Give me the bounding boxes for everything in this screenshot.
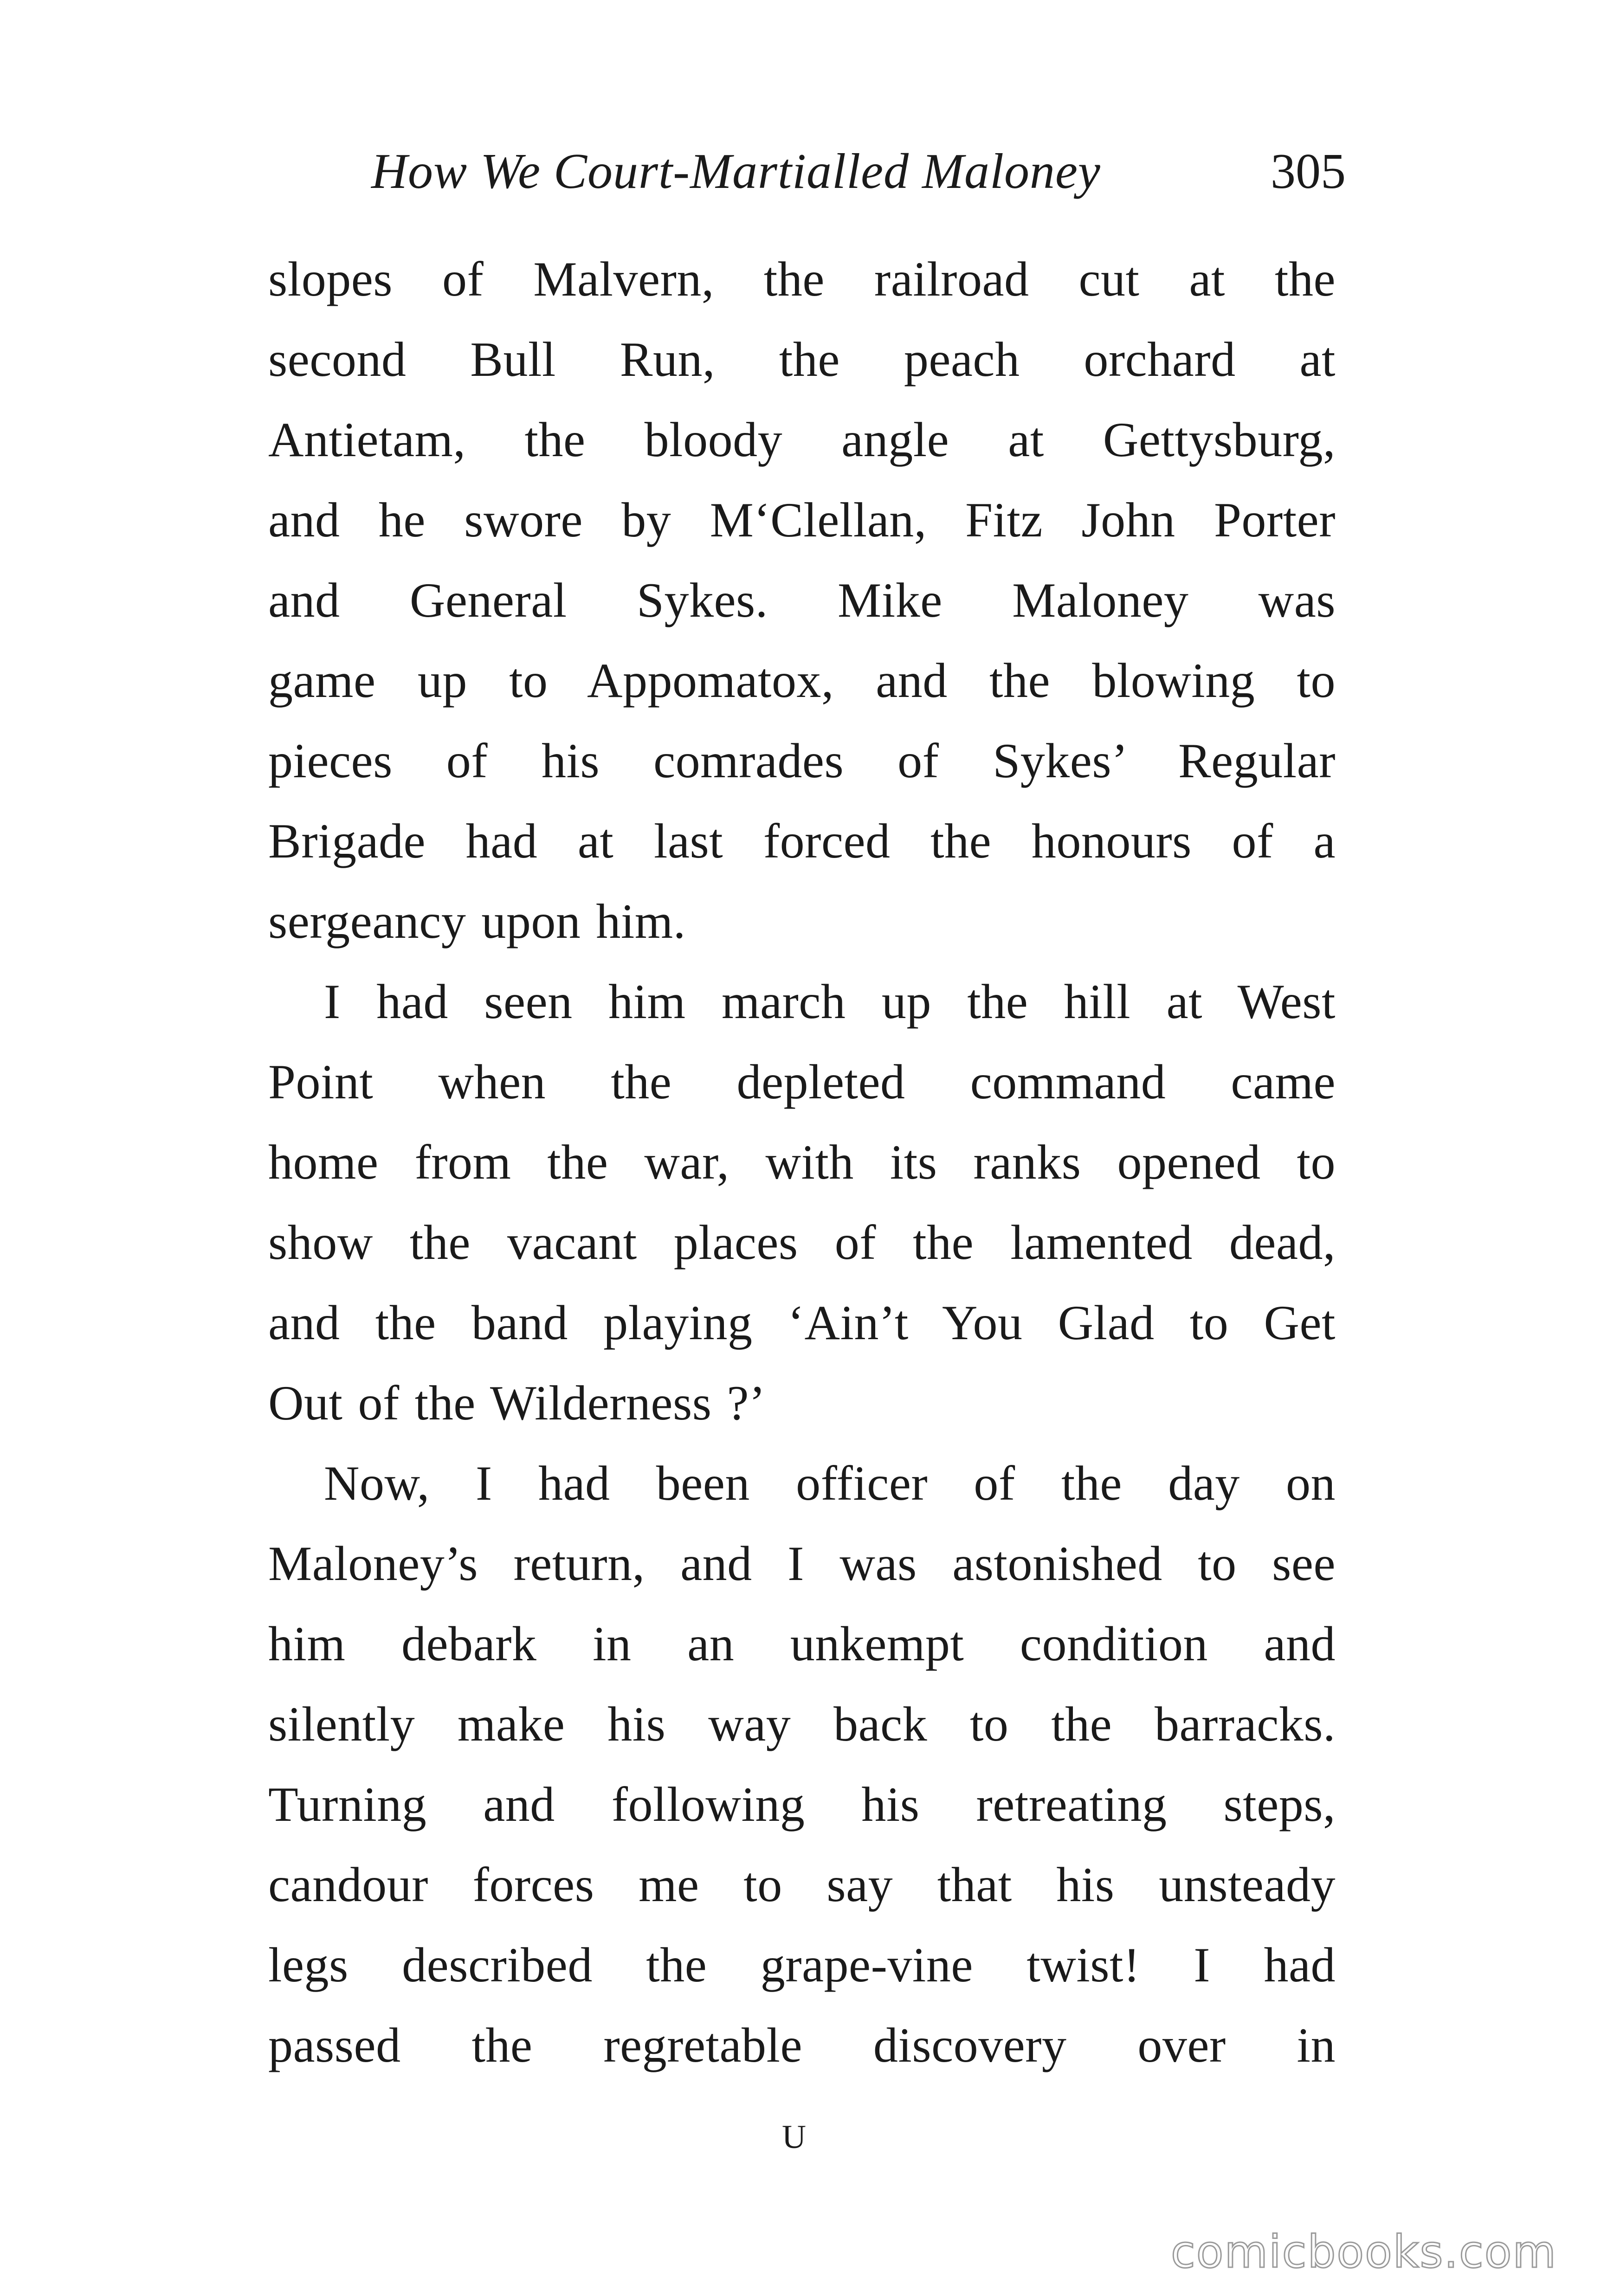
text-line: Point when the depleted command came	[268, 1055, 1336, 1109]
running-title: How We Court-Martialled Maloney	[371, 144, 1101, 199]
running-head	[371, 139, 1346, 204]
page-number: 305	[1271, 144, 1346, 199]
text-line: game up to Appomatox, and the blowing to	[268, 653, 1336, 708]
text-line: and the band playing ‘Ain’t You Glad to Get	[268, 1296, 1336, 1350]
text-line: him debark in an unkempt condition and	[268, 1617, 1336, 1671]
text-line: Maloney’s return, and I was astonished to see	[268, 1536, 1336, 1591]
text-line: and General Sykes. Mike Maloney was	[268, 573, 1336, 627]
text-line: and he swore by M‘Clellan, Fitz John Porter	[268, 493, 1336, 547]
text-line: home from the war, with its ranks opened to	[268, 1135, 1336, 1189]
text-line: Brigade had at last forced the honours of a	[268, 814, 1336, 868]
text-line: slopes of Malvern, the railroad cut at the	[268, 252, 1336, 306]
text-line: sergeancy upon him.	[268, 894, 686, 948]
text-line: Now, I had been officer of the day on	[324, 1456, 1336, 1510]
text-line: show the vacant places of the lamented dead,	[268, 1215, 1336, 1270]
text-line: second Bull Run, the peach orchard at	[268, 332, 1336, 387]
body-text	[268, 239, 1336, 2085]
text-line: candour forces me to say that his unsteady	[268, 1857, 1336, 1912]
text-line: Out of the Wilderness ?’	[268, 1376, 766, 1430]
text-line: Antietam, the bloody angle at Gettysburg,	[268, 413, 1336, 467]
text-line: silently make his way back to the barracks.	[268, 1697, 1336, 1751]
watermark: comicbooks.com	[1170, 2226, 1557, 2278]
text-line: I had seen him march up the hill at West	[324, 974, 1336, 1029]
text-line: Turning and following his retreating steps,	[268, 1777, 1336, 1832]
signature-mark: U	[782, 2118, 807, 2155]
text-line: passed the regretable discovery over in	[268, 2018, 1336, 2072]
text-line: pieces of his comrades of Sykes’ Regular	[268, 734, 1336, 788]
text-line: legs described the grape-vine twist! I had	[268, 1938, 1336, 1992]
